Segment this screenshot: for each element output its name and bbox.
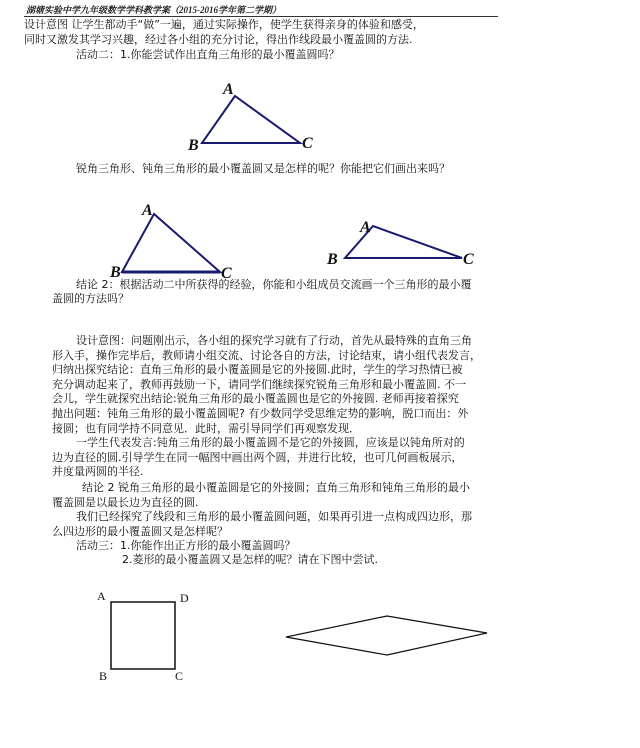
vertex-label-a: A: [142, 202, 153, 219]
extension-line: 我们已经探究了线段和三角形的最小覆盖圆问题，如果再引进一点构成四边形，那: [76, 510, 472, 523]
acute-triangle-figure: [109, 202, 232, 282]
vertex-label-a: A: [223, 81, 234, 98]
vertex-label-c: C: [175, 669, 184, 683]
vertex-label-b: B: [327, 251, 338, 268]
activity2-line: 活动二：1.你能尝试作出直角三角形的最小覆盖圆吗？: [76, 48, 340, 61]
conclusion2-question-cont: [52, 292, 129, 307]
student-rep-line: 并度量两圆的半径.: [52, 465, 144, 479]
acute-triangle-shape: [122, 214, 220, 272]
design-intent-line: 会儿，学生就探究出结论:锐角三角形的最小覆盖圆也是它的外接圆. 老师再接着探究: [52, 392, 459, 406]
square-shape: [111, 602, 175, 669]
design-intent-line: 接圆；也有同学持不同意见．此时，需引导同学们再观察发现．: [52, 421, 360, 435]
activity3-prompt-2: [122, 553, 378, 568]
vertex-label-a: A: [97, 589, 106, 603]
vertex-label-c: C: [302, 135, 313, 152]
conclusion-line: 覆盖圆是以最长边为直径的圆.: [52, 495, 199, 509]
design-intent-line: 抛出问题：钝角三角形的最小覆盖圆呢? 有少数同学受思维定势的影响，脱口而出：外: [52, 406, 469, 420]
right-triangle-shape: [202, 96, 300, 143]
vertex-label-a: A: [360, 219, 371, 236]
conclusion2-question: [76, 278, 472, 293]
rhombus-figure: [286, 616, 487, 655]
student-rep-line: 边为直径的圆.引导学生在同一幅图中画出两个圆，并进行比较，也可几何画板展示，: [52, 450, 463, 464]
design-intent-line: 形入手，操作完毕后，教师请小组交流、讨论各自的方法，讨论结束，请小组代表发言，: [52, 348, 481, 362]
student-representative-paragraph: [52, 436, 465, 480]
rhombus-shape: [286, 616, 487, 655]
extension-paragraph: [52, 510, 472, 539]
design-intent-paragraph: [52, 334, 481, 436]
design-intent-line: 归纳出探究结论：直角三角形的最小覆盖圆是它的外接圆.此时，学生的学习热情已被: [52, 363, 463, 377]
conclusion2-answer: [52, 481, 470, 510]
activity3-prompt: [76, 539, 296, 554]
vertex-label-d: D: [180, 591, 189, 605]
vertex-label-b: B: [188, 137, 199, 154]
vertex-label-c: C: [463, 251, 474, 268]
extension-line: 么四边形的最小覆盖圆又是怎样呢？: [52, 524, 228, 538]
vertex-label-c: C: [221, 265, 232, 282]
activity3-line: 2.菱形的最小覆盖圆又是怎样的呢？请在下图中尝试.: [122, 553, 378, 566]
intro-line: 设计意图 让学生都动手“做”一遍，通过实际操作，使学生获得亲身的体验和感受，: [24, 18, 424, 31]
design-intent-line: 充分调动起来了，教师再鼓励一下，请同学们继续探究锐角三角形和最小覆盖圆. 不一: [52, 377, 466, 391]
design-intent-line: 设计意图：问题刚出示，各小组的探究学习就有了行动，首先从最特殊的直角三角: [76, 334, 472, 347]
intro-line: 同时又激发其学习兴趣，经过各小组的充分讨论，得出作线段最小覆盖圆的方法.: [24, 32, 413, 46]
right-triangle-figure: [187, 81, 313, 154]
activity3-line: 活动三：1.你能作出正方形的最小覆盖圆吗？: [76, 539, 296, 552]
obtuse-triangle-figure: [326, 219, 474, 268]
student-rep-line: 一学生代表发言:钝角三角形的最小覆盖圆不是它的外接圆，应该是以钝角所对的: [76, 436, 465, 449]
question-line: 锐角三角形、钝角三角形的最小覆盖圆又是怎样的呢？你能把它们画出来吗？: [76, 162, 450, 175]
square-figure: [97, 589, 189, 683]
conclusion-line: 结论 2：根据活动二中所获得的经验，你能和小组成员交流画一个三角形的最小覆: [76, 278, 472, 291]
vertex-label-b: B: [99, 669, 108, 683]
page-header: 湖塘实验中学九年级数学学科教学案（2015-2016学年第二学期）: [26, 5, 281, 15]
acute-obtuse-question: [76, 162, 450, 177]
conclusion-line: 结论 2 锐角三角形的最小覆盖圆是它的外接圆；直角三角形和钝角三角形的最小: [82, 481, 470, 494]
conclusion-line: 盖圆的方法吗？: [52, 292, 129, 305]
vertex-label-b: B: [110, 264, 121, 281]
